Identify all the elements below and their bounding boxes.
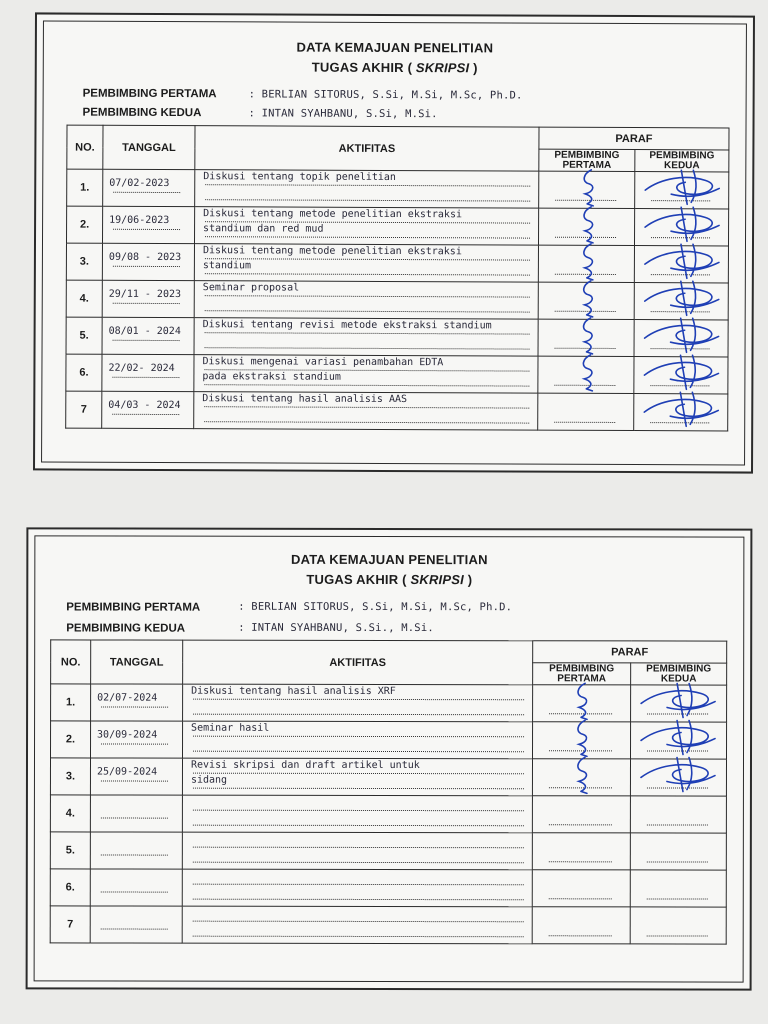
progress-form-1 — [33, 12, 755, 473]
activity-text: Seminar proposal — [202, 282, 300, 294]
dotted-line — [193, 750, 524, 752]
dotted-line — [647, 899, 708, 900]
activity-cell — [194, 281, 538, 320]
dotted-line — [113, 340, 180, 341]
form-title: DATA KEMAJUAN PENELITIAN — [296, 39, 494, 56]
paraf-cell — [532, 759, 630, 796]
date-cell — [102, 280, 194, 317]
row-number: 2. — [51, 721, 91, 758]
activity-cell — [195, 170, 539, 209]
date-text: 22/02- 2024 — [108, 363, 175, 375]
supervisor1-label: PEMBIMBING PERTAMA — [82, 87, 217, 101]
date-text: 07/02-2023 — [109, 178, 170, 190]
date-text: 19/06-2023 — [109, 215, 170, 227]
supervisor2-label: PEMBIMBING KEDUA — [82, 106, 202, 120]
dotted-line — [205, 259, 530, 261]
dotted-line — [554, 422, 615, 423]
date-cell — [102, 354, 194, 391]
table-row — [50, 869, 726, 907]
table-row — [50, 758, 726, 796]
date-cell — [90, 758, 182, 795]
dotted-line — [193, 736, 524, 738]
table-row — [66, 391, 728, 431]
activity-cell — [194, 244, 538, 283]
activity-cell — [182, 869, 532, 907]
activity-text: standium dan red mud — [203, 222, 324, 235]
paraf-cell — [532, 833, 630, 870]
header-activity: AKTIFITAS — [183, 640, 533, 685]
date-text: 30/09-2024 — [97, 729, 158, 741]
supervisor2-label: PEMBIMBING KEDUA — [66, 622, 186, 635]
progress-table — [50, 639, 728, 944]
header-activity: AKTIFITAS — [195, 126, 539, 172]
supervisor2-value: : INTAN SYAHBANU, S.Si, M.Si. — [248, 107, 438, 121]
header-supervisor2: PEMBIMBING KEDUA — [631, 663, 727, 685]
table-row — [66, 206, 728, 246]
row-number: 3. — [66, 243, 102, 280]
dotted-line — [101, 855, 168, 856]
dotted-line — [205, 185, 530, 187]
activity-cell — [194, 318, 538, 357]
paraf-cell — [538, 393, 634, 430]
form-title: DATA KEMAJUAN PENELITIAN — [290, 551, 488, 568]
dotted-line — [647, 825, 708, 826]
header-date: TANGGAL — [91, 640, 183, 684]
table-body — [66, 169, 729, 431]
row-number: 7 — [50, 906, 90, 943]
activity-text: Diskusi tentang metode penelitian ekstraksi — [203, 208, 463, 221]
date-text: 25/09-2024 — [96, 766, 158, 778]
dotted-line — [193, 699, 524, 701]
dotted-line — [549, 935, 612, 936]
dotted-line — [101, 818, 168, 819]
supervisor2-signature — [640, 386, 724, 432]
activity-text: Seminar hasil — [191, 723, 270, 735]
paraf-cell — [634, 394, 728, 431]
paraf-cell — [532, 796, 630, 833]
table-row — [66, 243, 728, 283]
dotted-line — [193, 861, 524, 863]
row-number: 1. — [67, 169, 103, 206]
row-number: 6. — [66, 354, 102, 391]
header-no: NO. — [67, 125, 103, 169]
activity-text: sidang — [190, 774, 228, 786]
dotted-line — [101, 707, 168, 708]
row-number: 1. — [51, 684, 91, 721]
paraf-cell — [630, 870, 726, 907]
dotted-line — [113, 229, 180, 230]
table-body — [50, 684, 726, 944]
table-row — [66, 317, 728, 357]
row-number: 4. — [66, 280, 102, 317]
dotted-line — [204, 384, 529, 386]
dotted-line — [113, 192, 180, 193]
dotted-line — [205, 333, 530, 335]
dotted-line — [193, 787, 524, 789]
date-cell — [102, 317, 194, 354]
header-no: NO. — [51, 640, 91, 684]
activity-cell — [182, 832, 532, 870]
date-cell — [103, 169, 195, 206]
row-number: 4. — [50, 795, 90, 832]
supervisor2-signature — [637, 751, 721, 797]
supervisor1-signature — [563, 753, 603, 797]
dotted-line — [205, 310, 530, 312]
dotted-line — [113, 266, 180, 267]
activity-cell — [194, 207, 538, 246]
row-number: 5. — [66, 317, 102, 354]
dotted-line — [193, 773, 524, 775]
date-text: 29/11 - 2023 — [108, 289, 182, 301]
table-row — [67, 169, 729, 209]
paraf-cell — [532, 870, 630, 907]
dotted-line — [112, 414, 179, 415]
dotted-line — [193, 884, 524, 886]
paraf-cell — [630, 833, 726, 870]
form-subtitle: TUGAS AKHIR ( SKRIPSI ) — [311, 59, 478, 76]
date-cell — [102, 243, 194, 280]
dotted-line — [647, 862, 708, 863]
row-number: 3. — [50, 758, 90, 795]
progress-form-2 — [26, 527, 753, 990]
dotted-line — [101, 744, 168, 745]
date-cell — [90, 832, 182, 869]
date-text: 08/01 - 2024 — [108, 326, 181, 338]
activity-text: Revisi skripsi dan draft artikel untuk — [190, 760, 420, 772]
activity-text: pada ekstraksi standium — [202, 370, 341, 383]
header-paraf: PARAF — [539, 127, 729, 150]
activity-cell — [183, 684, 533, 722]
activity-cell — [194, 392, 538, 431]
dotted-line — [549, 861, 612, 862]
header-supervisor1: PEMBIMBING PERTAMA — [533, 663, 631, 685]
dotted-line — [193, 898, 524, 900]
table-row — [50, 832, 726, 870]
dotted-line — [549, 898, 612, 899]
dotted-line — [193, 847, 524, 849]
header-date: TANGGAL — [103, 125, 195, 169]
header-supervisor2: PEMBIMBING KEDUA — [635, 150, 729, 172]
supervisor1-signature — [568, 351, 608, 395]
activity-text: Diskusi tentang metode penelitian ekstraksi — [202, 245, 462, 258]
table-row — [66, 354, 728, 394]
dotted-line — [112, 377, 179, 378]
dotted-line — [549, 824, 612, 825]
activity-text: Diskusi mengenai variasi penambahan EDTA — [202, 356, 444, 369]
activity-text: Diskusi tentang revisi metode ekstraksi standium — [202, 319, 492, 332]
supervisor2-value: : INTAN SYAHBANU, S.Si., M.Si. — [238, 621, 434, 635]
row-number: 7 — [66, 391, 102, 428]
date-cell — [102, 391, 194, 428]
supervisor1-value: : BERLIAN SITORUS, S.Si, M.Si, M.Sc, Ph.D. — [248, 88, 523, 102]
table-row — [66, 280, 728, 320]
date-cell — [90, 906, 182, 943]
row-number: 5. — [50, 832, 90, 869]
dotted-line — [193, 810, 524, 812]
paraf-cell — [630, 907, 726, 944]
table-row — [51, 721, 727, 759]
activity-cell — [182, 906, 532, 944]
paraf-cell — [538, 356, 634, 393]
date-text: 09/08 - 2023 — [108, 252, 182, 264]
activity-cell — [194, 355, 538, 394]
activity-cell — [183, 721, 533, 759]
table-row — [50, 795, 726, 833]
progress-table — [65, 125, 729, 432]
dotted-line — [193, 935, 524, 937]
paraf-cell — [532, 907, 630, 944]
date-cell — [90, 795, 182, 832]
dotted-line — [205, 236, 530, 238]
dotted-line — [193, 713, 524, 715]
header-supervisor1: PEMBIMBING PERTAMA — [539, 149, 635, 171]
dotted-line — [193, 824, 524, 826]
activity-text: Diskusi tentang hasil analisis AAS — [202, 393, 408, 406]
dotted-line — [204, 421, 529, 423]
dotted-line — [647, 936, 708, 937]
dotted-line — [205, 347, 530, 349]
date-text: 02/07-2024 — [97, 692, 158, 704]
dotted-line — [193, 921, 524, 923]
dotted-line — [204, 407, 529, 409]
table-row — [51, 684, 727, 722]
form-subtitle: TUGAS AKHIR ( SKRIPSI ) — [306, 571, 473, 588]
date-cell — [91, 684, 183, 721]
supervisor1-value: : BERLIAN SITORUS, S.Si, M.Si, M.Sc, Ph.D. — [238, 600, 513, 614]
paraf-cell — [630, 759, 726, 796]
dotted-line — [113, 303, 180, 304]
date-cell — [91, 721, 183, 758]
dotted-line — [205, 296, 530, 298]
dotted-line — [101, 929, 168, 930]
activity-cell — [182, 758, 532, 796]
activity-text: standium — [202, 259, 252, 272]
supervisor1-label: PEMBIMBING PERTAMA — [66, 601, 201, 614]
date-cell — [102, 206, 194, 243]
table-row — [50, 906, 726, 944]
dotted-line — [101, 892, 168, 893]
date-text: 04/03 - 2024 — [108, 400, 181, 412]
activity-cell — [182, 795, 532, 833]
header-paraf: PARAF — [533, 641, 727, 663]
dotted-line — [205, 273, 530, 275]
dotted-line — [101, 781, 168, 782]
date-cell — [90, 869, 182, 906]
activity-text: Diskusi tentang hasil analisis XRF — [191, 686, 396, 698]
paraf-cell — [630, 796, 726, 833]
row-number: 2. — [66, 206, 102, 243]
row-number: 6. — [50, 869, 90, 906]
dotted-line — [205, 199, 530, 201]
activity-text: Diskusi tentang topik penelitian — [203, 171, 396, 184]
